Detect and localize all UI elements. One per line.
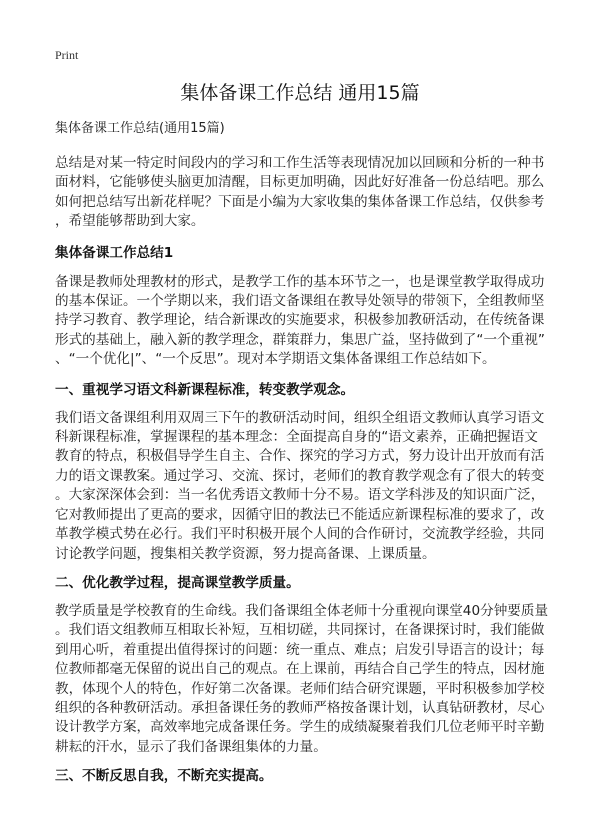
text-line: 位教师都毫无保留的说出自己的观点。在上课前，再结合自己学生的特点，因材施 [55,661,545,678]
document-body [55,119,555,796]
text-line: 面材料，它能够使头脑更加清醒，目标更加明确，因此好好准备一份总结吧。那么 [55,174,545,191]
section-intro-paragraph [55,273,555,370]
text-line: 我们语文备课组利用双周三下午的教研活动时间，组织全组语文教师认真学习语文 [55,409,545,426]
text-line: 的基本保证。一个学期以来，我们语文备课组在教导处领导的带领下，全组教师坚 [55,293,545,310]
text-line: 到用心听，着重提出值得探讨的问题：统一重点、难点；启发引导语言的设计；每 [55,641,545,658]
heading-three: 三、不断反思自我，不断充实提高。 [55,768,273,785]
text-line: 革教学模式势在必行。我们平时积极开展个人间的合作研讨，交流教学经验，共同 [55,526,545,543]
paragraph-two [55,602,555,757]
text-line: ，希望能够帮助到大家。 [55,213,205,230]
document-subtitle: 集体备课工作总结(通用15篇) [55,121,225,136]
text-line: 组织的各种教研活动。承担备课任务的教师严格按备课计划，认真钻研教材，尽心 [55,699,545,716]
text-line: 力的语文课教案。通过学习、交流、探讨，老师们的教育教学观念有了很大的转变 [55,467,545,484]
paragraph-one [55,409,555,564]
print-link[interactable]: Print [55,48,79,62]
text-line: 科新课程标准，掌握课程的基本理念：全面提高自身的“语文素养，正确把握语文 [55,429,538,446]
text-line: 教，体现个人的特色，作好第二次备课。老师们结合研究课题，平时积极参加学校 [55,680,545,697]
text-line: 耕耘的汗水，显示了我们备课组集体的力量。 [55,738,327,755]
section-title: 集体备课工作总结1 [55,244,174,261]
text-line: 、“一个优化|”、“一个反思”。现对本学期语文集体备课组工作总结如下。 [55,351,496,368]
page-title: 集体备课工作总结 通用15篇 [180,82,420,104]
text-line: 设计教学方案，高效率地完成备课任务。学生的成绩凝聚着我们几位老师平时辛勤 [55,719,545,736]
text-line: 总结是对某一特定时间段内的学习和工作生活等表现情况加以回顾和分析的一种书 [55,155,545,171]
text-line: 教育的特点，积极倡导学生自主、合作、探究的学习方式，努力设计出开放而有活 [55,448,545,465]
text-line: 讨论教学问题，搜集相关教学资源，努力提高备课、上课质量。 [55,545,436,562]
heading-one: 一、重视学习语文科新课程标准，转变教学观念。 [55,381,355,398]
text-line: 。大家深深体会到：当一名优秀语文教师十分不易。语文学科涉及的知识面广泛， [55,487,545,504]
text-line: 持学习教育、教学理论，结合新课改的实施要求，积极参加教研活动，在传统备课 [55,312,545,329]
heading-two: 二、优化教学过程，提高课堂教学质量。 [55,574,300,591]
text-line: 备课是教师处理教材的形式，是教学工作的基本环节之一，也是课堂教学取得成功 [55,273,545,290]
text-line: 形式的基础上，融入新的教学理念，群策群力，集思广益，坚持做到了“一个重视” [55,331,545,348]
intro-paragraph [55,154,555,232]
text-line: 。我们语文组教师互相取长补短，互相切磋，共同探讨，在备课探讨时，我们能做 [55,622,545,639]
text-line: 如何把总结写出新花样呢？下面是小编为大家收集的集体备课工作总结，仅供参考 [55,193,545,210]
text-line: 它对教师提出了更高的要求，因循守旧的教法已不能适应新课程标准的要求了，改 [55,506,545,523]
text-line: 教学质量是学校教育的生命线。我们备课组全体老师十分重视向课堂40分钟要质量 [55,602,549,619]
